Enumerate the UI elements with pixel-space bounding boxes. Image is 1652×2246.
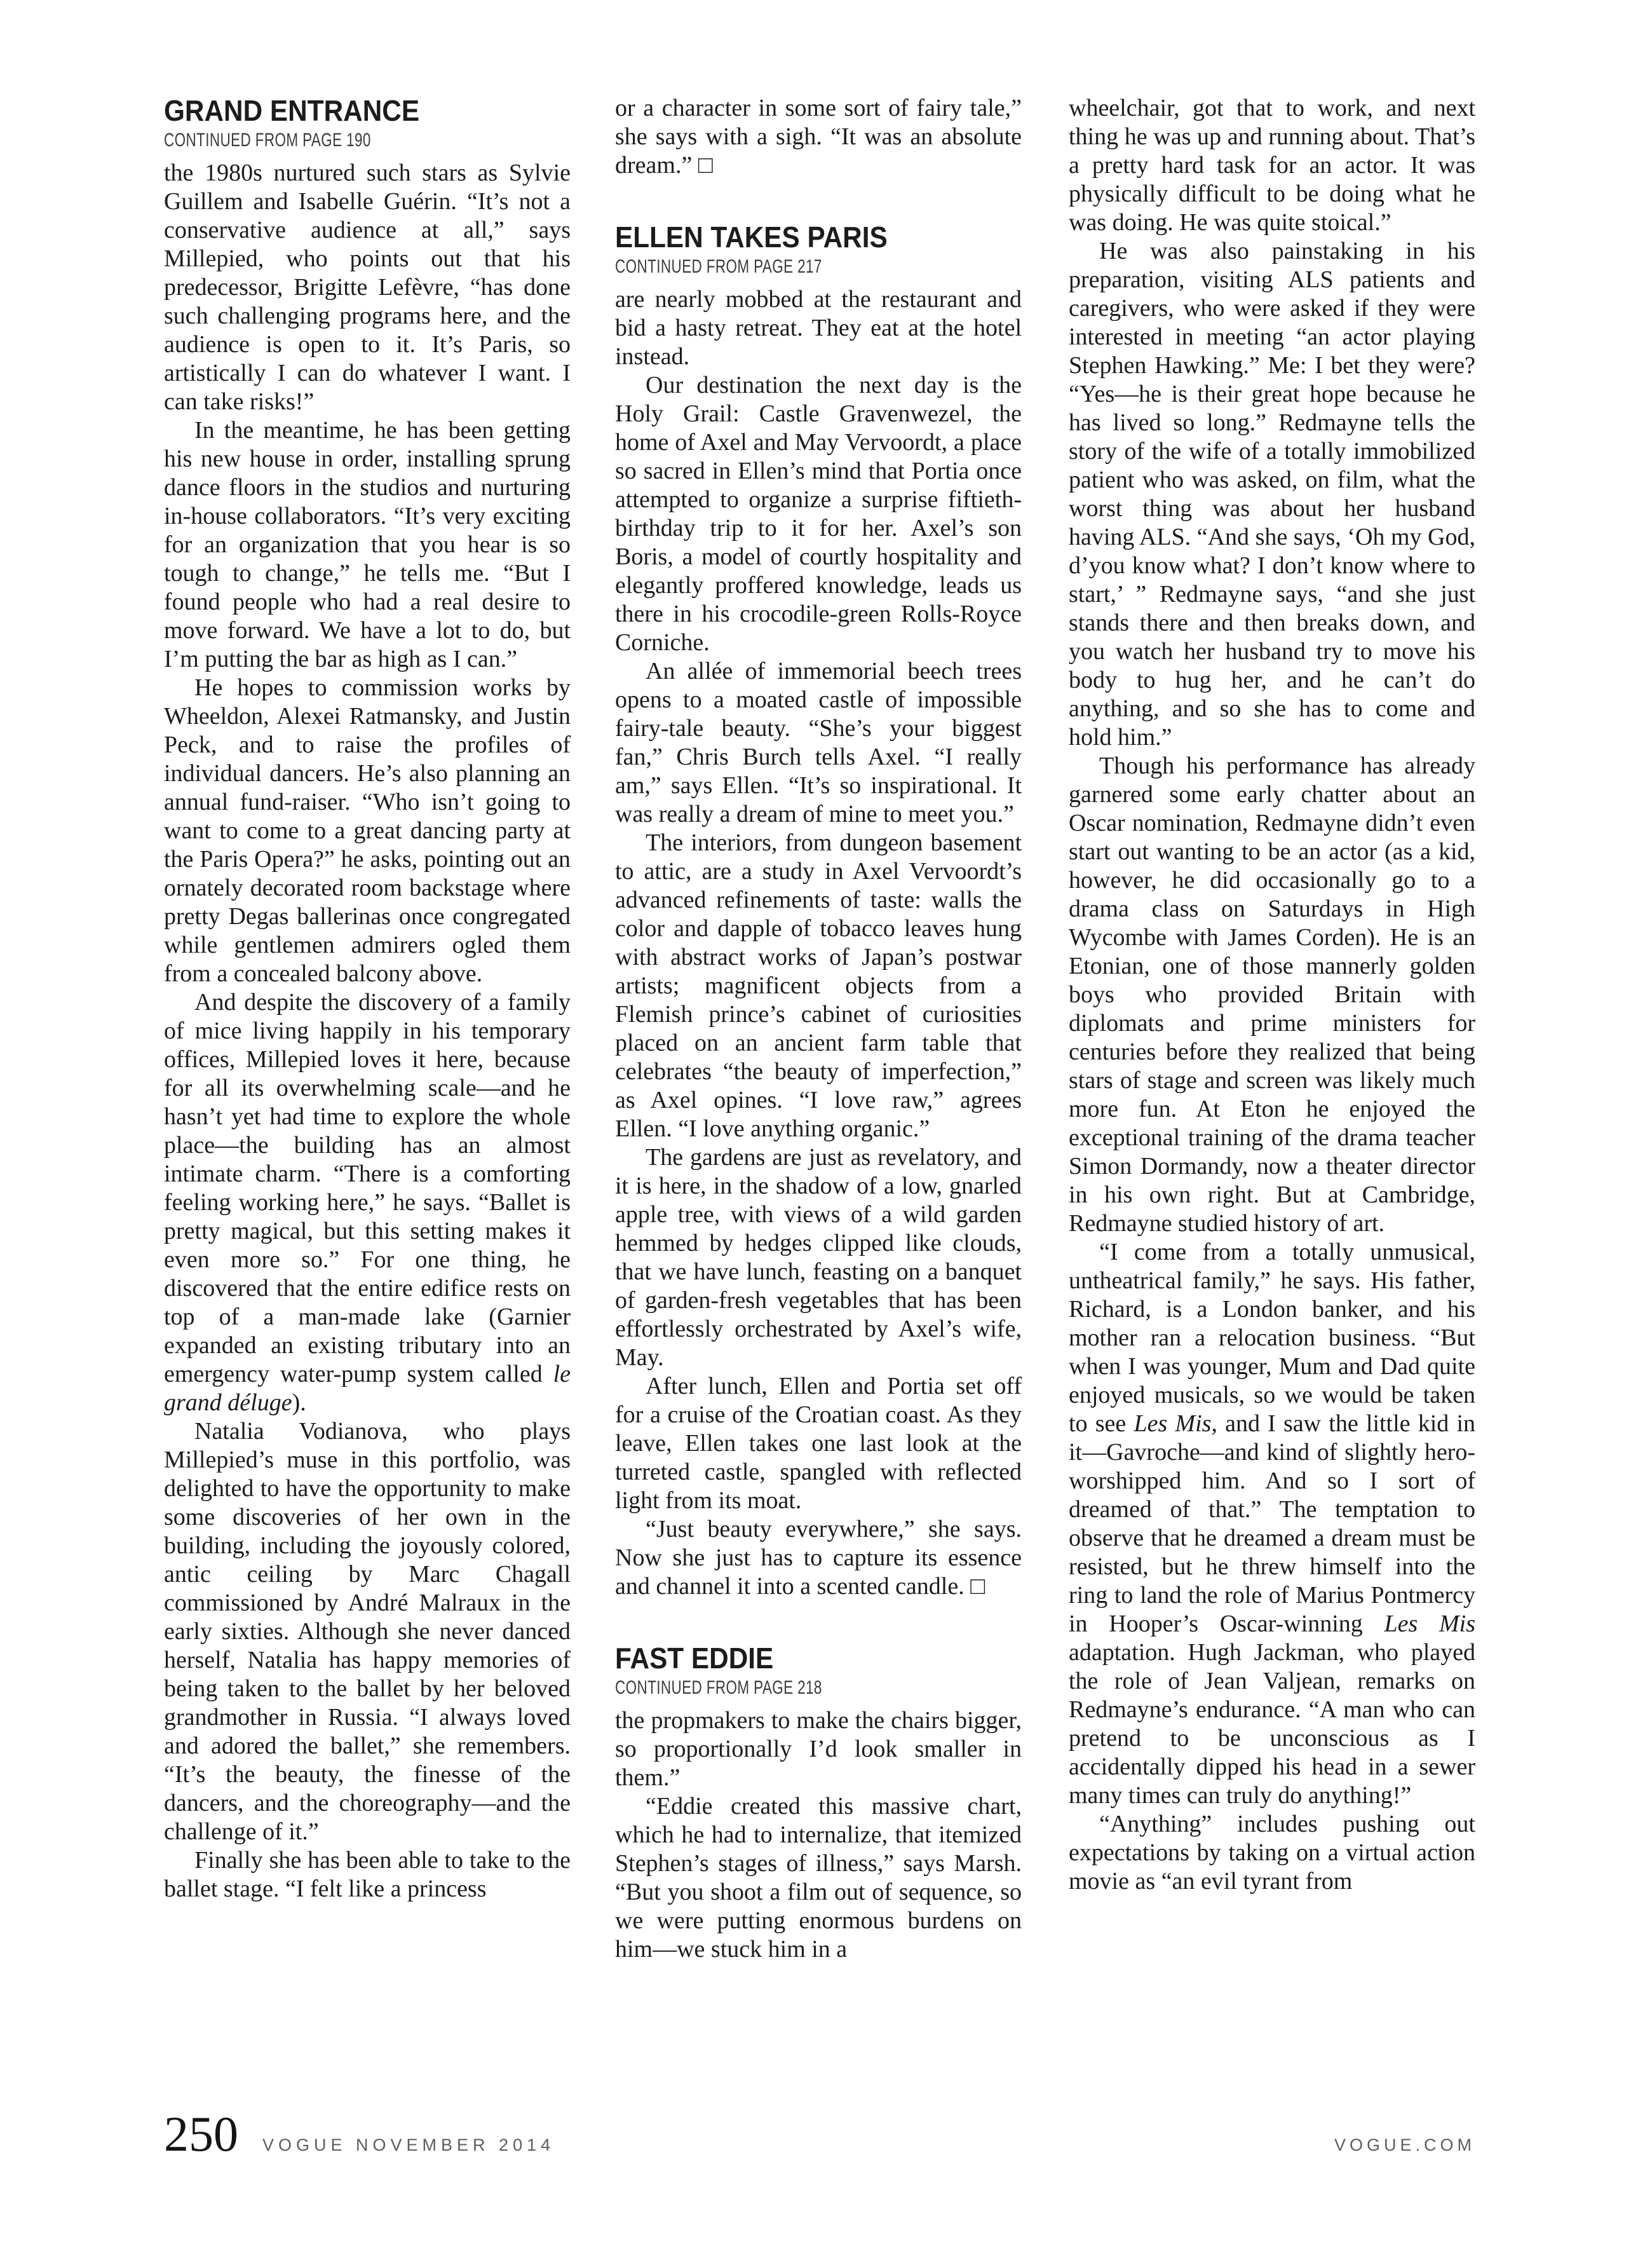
paragraph [164, 674, 571, 988]
paragraph [1069, 752, 1475, 1238]
paragraph-text: Natalia Vodianova, who plays Millepied’s muse in this portfolio, was delighted to have the opportunity to make some discoveries of her own in the building, including the joyously colored, antic ceiling by Marc Chagall commissioned by André Malraux in the early sixties. Although she never danced herself, Natalia has happy memories of being taken to the ballet by her beloved grandmother in Russia. “I always loved and adored the ballet,” she remembers. “It’s the beauty, the finesse of the dancers, and the choreography—and the challenge of it.” [164, 1418, 571, 1845]
article-title: ELLEN TAKES PARIS [615, 221, 888, 254]
paragraph-text: An allée of immemorial beech trees opens to a moated castle of impossible fairy-tale beauty. “She’s your biggest fan,” Chris Burch tells Axel. “I really am,” says Ellen. “It’s so inspirational. It was really a dream of mine to meet you.” [615, 658, 1022, 827]
paragraph-text: adaptation. Hugh Jackman, who played the role of Jean Valjean, remarks on Redmayne’s endurance. “A man who can pretend to be unconscious as I accidentally dipped his head in a sewer many times can truly do anything!” [1069, 1639, 1475, 1809]
paragraph [1069, 237, 1475, 752]
paragraph [164, 988, 571, 1417]
paragraph-text: Our destination the next day is the Holy Grail: Castle Gravenwezel, the home of Axel and May Vervoordt, a place so sacred in Ellen’s mind that Portia once attempted to organize a surprise fiftieth-birthday trip to it for her. Axel’s son Boris, a model of courtly hospitality and elegantly proffered knowledge, leads us there in his crocodile-green Rolls-Royce Corniche. [615, 372, 1022, 656]
website-url: VOGUE.COM [1334, 2135, 1475, 2154]
column-2 [615, 94, 1022, 1964]
paragraph-text: The interiors, from dungeon basement to attic, are a study in Axel Vervoordt’s advanced refinements of taste: walls the color and dapple of tobacco leaves hung with abstract works of Japan’s postwar artists; magnificent objects from a Flemish prince’s cabinet of curiosities placed on an ancient farm table that celebrates “the beauty of imperfection,” as Axel opines. “I love raw,” agrees Ellen. “I love anything organic.” [615, 829, 1022, 1142]
paragraph [615, 285, 1022, 371]
column-3 [1069, 94, 1475, 1896]
paragraph-text: wheelchair, got that to work, and next thing he was up and running about. That’s a pretty hard task for an actor. It was physically difficult to be doing what he was doing. He was quite stoical.” [1069, 95, 1475, 236]
article-ellen-takes-paris [615, 221, 1022, 1601]
magazine-issue-label: VOGUE NOVEMBER 2014 [262, 2135, 555, 2154]
paragraph-text: He hopes to commission works by Wheeldon, Alexei Ratmansky, and Justin Peck, and to raise the profiles of individual dancers. He’s also planning an annual fund-raiser. “Who isn’t going to want to come to a great dancing party at the Paris Opera?” he asks, pointing out an ornately decorated room backstage where pretty Degas ballerinas once congregated while gentlemen admirers ogled them from a concealed balcony above. [164, 674, 571, 987]
paragraph-text: Finally she has been able to take to the ballet stage. “I felt like a princess [164, 1847, 571, 1902]
paragraph-text: Though his performance has already garnered some early chatter about an Oscar nomination, Redmayne didn’t even start out wanting to be an actor (as a kid, however, he did occasionally go to a drama class on Saturdays in High Wycombe with James Corden). He is an Etonian, one of those mannerly golden boys who provided Britain with diplomats and prime ministers for centuries before they realized that being stars of stage and screen was likely much more fun. At Eton he enjoyed the exceptional training of the drama teacher Simon Dormandy, now a theater director in his own right. But at Cambridge, Redmayne studied history of art. [1069, 752, 1475, 1237]
article-header [615, 1642, 1022, 1700]
paragraph [615, 1792, 1022, 1964]
paragraph [615, 1515, 1022, 1601]
paragraph-text: He was also painstaking in his preparation, visiting ALS patients and caregivers, who were asked if they were interested in meeting “an actor playing Stephen Hawking.” Me: I bet they were? “Yes—he is their great hope because he has lived so long.” Redmayne tells the story of the wife of a totally immobilized patient who was asked, on film, what the worst thing was about her husband having ALS. “And she says, ‘Oh my God, d’you know what? I don’t know where to start,’ ” Redmayne says, “and she just stands there and then breaks down, and you watch her husband try to move his body to hug her, and he can’t do anything, and so she has to come and hold him.” [1069, 238, 1475, 751]
paragraph [615, 1372, 1022, 1515]
paragraph [164, 1417, 571, 1846]
paragraph [615, 1143, 1022, 1372]
paragraph-text: “Eddie created this massive chart, which he had to internalize, that itemized Stephen’s stages of illness,” says Marsh. “But you shoot a film out of sequence, so we were putting enormous burdens on him—we stuck him in a [615, 1793, 1022, 1963]
paragraph [164, 1846, 571, 1903]
continued-from-note: CONTINUED FROM PAGE 190 [164, 130, 371, 151]
paragraph-text: After lunch, Ellen and Portia set off for a cruise of the Croatian coast. As they leave, Ellen takes one last look at the turreted castle, spangled with reflected light from its moat. [615, 1373, 1022, 1514]
continued-from-note: CONTINUED FROM PAGE 217 [615, 256, 822, 277]
paragraph [615, 829, 1022, 1143]
article-header [164, 94, 571, 153]
paragraph [615, 371, 1022, 657]
paragraph-text: “Just beauty everywhere,” she says. Now she just has to capture its essence and channel it into a scented candle. □ [615, 1516, 1022, 1600]
paragraph-text: are nearly mobbed at the restaurant and bid a hasty retreat. They eat at the hotel instead. [615, 286, 1022, 370]
page-number: 250 [164, 2106, 238, 2161]
paragraph [164, 159, 571, 416]
paragraph-text: or a character in some sort of fairy tale,” she says with a sigh. “It was an absolute dream.” □ [615, 95, 1022, 179]
paragraph-text: ). [292, 1389, 306, 1416]
paragraph-continuation [615, 94, 1022, 180]
paragraph-continuation [1069, 94, 1475, 237]
paragraph-text: “Anything” includes pushing out expectations by taking on a virtual action movie as “an evil tyrant from [1069, 1811, 1475, 1895]
continued-from-note: CONTINUED FROM PAGE 218 [615, 1677, 822, 1698]
paragraph-text: the propmakers to make the chairs bigger, so proportionally I’d look smaller in them.” [615, 1707, 1022, 1791]
paragraph [1069, 1238, 1475, 1810]
paragraph-text: “I come from a totally unmusical, untheatrical family,” he says. His father, Richard, is a London banker, and his mother ran a relocation business. “But when I was younger, Mum and Dad quite enjoyed musicals, so we would be taken to see [1069, 1239, 1475, 1437]
article-header [615, 221, 1022, 279]
article-title: GRAND ENTRANCE [164, 94, 420, 127]
page-footer [164, 2106, 1475, 2161]
paragraph [164, 416, 571, 674]
paragraph [1069, 1810, 1475, 1896]
paragraph-text-italic: Les Mis [1384, 1610, 1475, 1637]
paragraph-text-italic: le grand déluge [164, 1361, 571, 1416]
paragraph [615, 1706, 1022, 1792]
article-title: FAST EDDIE [615, 1642, 774, 1675]
paragraph-text: and I saw the little kid in it—Gavroche—and kind of slightly hero-worshipped him. And so I sort of dreamed of that.” The temptation to observe that he dreamed a dream must be resisted, but he threw himself into the ring to land the role of Marius Pontmercy in Hooper’s Oscar-winning [1069, 1410, 1476, 1637]
article-fast-eddie [615, 1642, 1022, 1964]
column-1 [164, 94, 571, 1903]
paragraph-text: In the meantime, he has been getting his new house in order, installing sprung dance floors in the studios and nurturing in-house collaborators. “It’s very exciting for an organization that you hear is so tough to change,” he tells me. “But I found people who had a real desire to move forward. We have a lot to do, but I’m putting the bar as high as I can.” [164, 417, 571, 672]
article-grand-entrance [164, 94, 571, 1903]
paragraph-text: the 1980s nurtured such stars as Sylvie Guillem and Isabelle Guérin. “It’s not a conservative audience at all,” says Millepied, who points out that his predecessor, Brigitte Lefèvre, “has done such challenging programs here, and the audience is open to it. It’s Paris, so artistically I can do whatever I want. I can take risks!” [164, 160, 571, 415]
paragraph-text: The gardens are just as revelatory, and it is here, in the shadow of a low, gnarled apple tree, with views of a wild garden hemmed by hedges clipped like clouds, that we have lunch, feasting on a banquet of garden-fresh vegetables that has been effortlessly orchestrated by Axel’s wife, May. [615, 1144, 1022, 1371]
paragraph-text-italic: Les Mis, [1134, 1410, 1217, 1437]
paragraph [615, 657, 1022, 829]
paragraph-text: And despite the discovery of a family of mice living happily in his temporary offices, Millepied loves it here, because for all its overwhelming scale—and he hasn’t yet had time to explore the whole place—the building has an almost intimate charm. “There is a comforting feeling working here,” he says. “Ballet is pretty magical, but this setting makes it even more so.” For one thing, he discovered that the entire edifice rests on top of a man-made lake (Garnier expanded an existing tributary into an emergency water-pump system called [164, 989, 571, 1387]
